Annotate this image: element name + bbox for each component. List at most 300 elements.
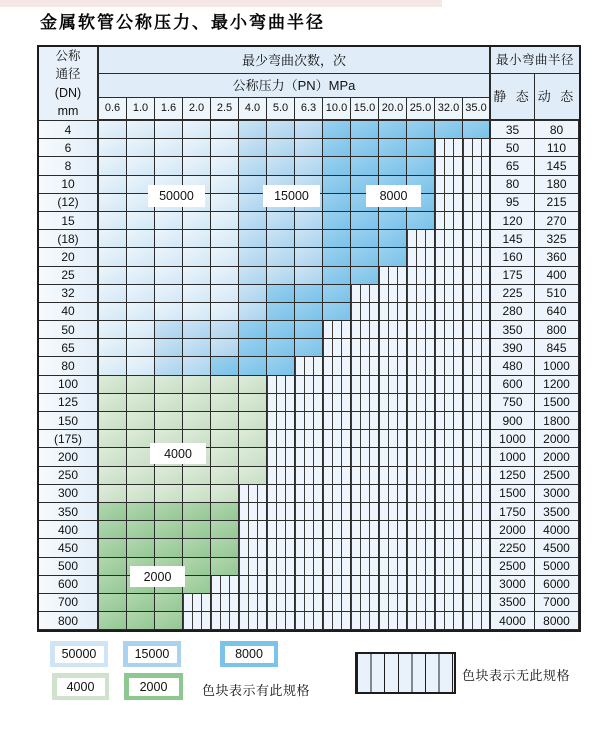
- spec-cell-b2: [267, 139, 295, 157]
- spec-cell-b2: [239, 303, 267, 321]
- spec-cell-b1: [183, 248, 211, 266]
- spec-cell-g1: [239, 394, 267, 412]
- dynamic-radius-cell: 3000: [535, 485, 579, 503]
- no-spec-cell: [463, 412, 491, 430]
- no-spec-cell: [379, 521, 407, 539]
- spec-cell-b1: [183, 303, 211, 321]
- dynamic-radius-cell: 510: [535, 285, 579, 303]
- no-spec-cell: [351, 430, 379, 448]
- spec-cell-g1: [99, 412, 127, 430]
- pressure-tick-cell: 2.0: [183, 98, 211, 121]
- no-spec-cell: [379, 339, 407, 357]
- spec-cell-b2: [239, 267, 267, 285]
- dn-cell: 300: [39, 485, 99, 503]
- pressure-tick-cell: 6.3: [295, 98, 323, 121]
- no-spec-cell: [379, 267, 407, 285]
- spec-cell-g2: [183, 503, 211, 521]
- spec-cell-b3: [351, 157, 379, 175]
- spec-cell-g2: [99, 539, 127, 557]
- dn-header-line: mm: [57, 103, 79, 118]
- spec-cell-b1: [99, 248, 127, 266]
- no-spec-cell: [407, 230, 435, 248]
- no-spec-cell: [267, 376, 295, 394]
- no-spec-cell: [379, 539, 407, 557]
- no-spec-cell: [407, 376, 435, 394]
- spec-cell-g2: [155, 521, 183, 539]
- spec-cell-g1: [99, 394, 127, 412]
- spec-cell-b1: [183, 157, 211, 175]
- spec-cell-b2: [239, 139, 267, 157]
- spec-cell-g2: [183, 558, 211, 576]
- legend-swatch-label: 8000: [225, 646, 274, 663]
- spec-cell-b2: [239, 121, 267, 139]
- spec-cell-b2: [295, 212, 323, 230]
- no-spec-cell: [323, 612, 351, 630]
- spec-cell-g1: [211, 467, 239, 485]
- no-spec-cell: [183, 594, 211, 612]
- spec-cell-b3: [351, 139, 379, 157]
- no-spec-cell: [463, 285, 491, 303]
- no-spec-cell: [379, 394, 407, 412]
- dynamic-radius-cell: 400: [535, 267, 579, 285]
- no-spec-cell: [239, 558, 267, 576]
- legend-swatch-15000: [123, 641, 181, 667]
- spec-cell-g2: [211, 521, 239, 539]
- spec-cell-b1: [99, 303, 127, 321]
- spec-cell-g1: [239, 448, 267, 466]
- spec-cell-b3: [295, 303, 323, 321]
- spec-cell-g2: [127, 521, 155, 539]
- spec-cell-b2: [239, 212, 267, 230]
- no-spec-cell: [295, 539, 323, 557]
- spec-cell-g2: [127, 539, 155, 557]
- spec-cell-g2: [127, 612, 155, 630]
- no-spec-cell: [463, 448, 491, 466]
- no-spec-cell: [267, 448, 295, 466]
- no-spec-cell: [407, 285, 435, 303]
- no-spec-cell: [407, 394, 435, 412]
- static-radius-cell: 35: [491, 121, 535, 139]
- spec-cell-g1: [155, 485, 183, 503]
- no-spec-cell: [435, 558, 463, 576]
- no-spec-cell: [267, 539, 295, 557]
- dn-cell: 250: [39, 467, 99, 485]
- spec-cell-b1: [99, 121, 127, 139]
- dn-cell: 50: [39, 321, 99, 339]
- no-spec-cell: [211, 594, 239, 612]
- no-spec-cell: [183, 612, 211, 630]
- spec-cell-b3: [379, 121, 407, 139]
- pressure-tick-cell: 0.6: [99, 98, 127, 121]
- spec-cell-b3: [379, 139, 407, 157]
- pressure-tick-cell: 25.0: [407, 98, 435, 121]
- spec-cell-b1: [127, 212, 155, 230]
- dynamic-radius-cell: 7000: [535, 594, 579, 612]
- spec-cell-b1: [127, 139, 155, 157]
- static-radius-cell: 750: [491, 394, 535, 412]
- no-spec-cell: [379, 467, 407, 485]
- spec-cell-b2: [183, 321, 211, 339]
- dynamic-radius-cell: 325: [535, 230, 579, 248]
- cycles-header: 最少弯曲次数，次: [99, 47, 491, 74]
- spec-cell-g1: [183, 412, 211, 430]
- spec-cell-b3: [295, 321, 323, 339]
- legend-no-spec-text: 色块表示无此规格: [462, 668, 571, 683]
- spec-cell-b1: [127, 267, 155, 285]
- spec-cell-b1: [183, 212, 211, 230]
- spec-cell-b3: [267, 303, 295, 321]
- spec-cell-b2: [239, 157, 267, 175]
- spec-cell-b1: [211, 121, 239, 139]
- spec-cell-b1: [183, 121, 211, 139]
- spec-cell-g2: [155, 503, 183, 521]
- no-spec-cell: [435, 448, 463, 466]
- static-radius-cell: 1000: [491, 448, 535, 466]
- spec-cell-b2: [295, 139, 323, 157]
- dynamic-radius-cell: 270: [535, 212, 579, 230]
- no-spec-cell: [323, 321, 351, 339]
- no-spec-cell: [351, 467, 379, 485]
- dn-cell: 6: [39, 139, 99, 157]
- legend-swatch-label: 15000: [128, 646, 177, 663]
- dn-cell: 350: [39, 503, 99, 521]
- spec-cell-b3: [379, 157, 407, 175]
- no-spec-cell: [407, 558, 435, 576]
- static-radius-cell: 175: [491, 267, 535, 285]
- dn-cell: 32: [39, 285, 99, 303]
- spec-cell-b2: [267, 121, 295, 139]
- no-spec-cell: [435, 430, 463, 448]
- spec-cell-b1: [99, 339, 127, 357]
- no-spec-cell: [323, 521, 351, 539]
- no-spec-cell: [407, 521, 435, 539]
- spec-cell-b1: [127, 303, 155, 321]
- spec-cell-b3: [407, 212, 435, 230]
- spec-cell-b1: [211, 157, 239, 175]
- spec-cell-g2: [155, 612, 183, 630]
- no-spec-cell: [379, 303, 407, 321]
- no-spec-cell: [407, 339, 435, 357]
- spec-cell-b3: [351, 230, 379, 248]
- no-spec-cell: [267, 558, 295, 576]
- spec-cell-g2: [99, 558, 127, 576]
- spec-cell-b1: [127, 321, 155, 339]
- no-spec-cell: [463, 339, 491, 357]
- static-radius-cell: 280: [491, 303, 535, 321]
- no-spec-cell: [463, 376, 491, 394]
- spec-cell-g2: [99, 612, 127, 630]
- static-radius-cell: 1250: [491, 467, 535, 485]
- spec-cell-b1: [127, 121, 155, 139]
- legend-swatch-4000: [52, 673, 109, 700]
- spec-cell-b1: [211, 176, 239, 194]
- spec-cell-b3: [323, 248, 351, 266]
- spec-cell-g1: [155, 394, 183, 412]
- pressure-tick-cell: 15.0: [351, 98, 379, 121]
- spec-cell-b1: [127, 339, 155, 357]
- spec-cell-b3: [323, 157, 351, 175]
- spec-cell-b2: [267, 230, 295, 248]
- no-spec-cell: [267, 467, 295, 485]
- spec-cell-g2: [99, 594, 127, 612]
- no-spec-cell: [463, 503, 491, 521]
- no-spec-cell: [463, 303, 491, 321]
- spec-cell-g1: [211, 412, 239, 430]
- dn-cell: 25: [39, 267, 99, 285]
- no-spec-cell: [463, 157, 491, 175]
- pressure-tick-cell: 2.5: [211, 98, 239, 121]
- no-spec-cell: [323, 467, 351, 485]
- no-spec-cell: [267, 612, 295, 630]
- dn-cell: 4: [39, 121, 99, 139]
- spec-cell-b3: [323, 176, 351, 194]
- pressure-tick-cell: 5.0: [267, 98, 295, 121]
- no-spec-cell: [407, 576, 435, 594]
- no-spec-cell: [435, 576, 463, 594]
- no-spec-cell: [351, 521, 379, 539]
- no-spec-cell: [239, 612, 267, 630]
- dynamic-radius-cell: 145: [535, 157, 579, 175]
- no-spec-cell: [435, 285, 463, 303]
- spec-cell-g1: [211, 376, 239, 394]
- no-spec-cell: [407, 485, 435, 503]
- spec-cell-g1: [239, 467, 267, 485]
- spec-cell-g1: [99, 467, 127, 485]
- pressure-tick-cell: 20.0: [379, 98, 407, 121]
- spec-cell-b2: [239, 285, 267, 303]
- no-spec-cell: [435, 176, 463, 194]
- dn-cell: (175): [39, 430, 99, 448]
- no-spec-cell: [379, 558, 407, 576]
- dynamic-radius-cell: 180: [535, 176, 579, 194]
- no-spec-cell: [407, 412, 435, 430]
- spec-cell-b3: [295, 339, 323, 357]
- spec-table: [37, 45, 581, 632]
- no-spec-cell: [239, 594, 267, 612]
- dn-cell: 200: [39, 448, 99, 466]
- spec-cell-b2: [267, 267, 295, 285]
- zone-label-2000: 2000: [130, 566, 185, 587]
- dn-cell: 100: [39, 376, 99, 394]
- legend-swatch-label: 2000: [129, 678, 179, 696]
- no-spec-cell: [435, 503, 463, 521]
- spec-cell-g1: [127, 467, 155, 485]
- spec-cell-g1: [155, 376, 183, 394]
- no-spec-cell: [435, 594, 463, 612]
- spec-cell-b1: [99, 321, 127, 339]
- no-spec-cell: [295, 485, 323, 503]
- static-radius-cell: 900: [491, 412, 535, 430]
- spec-cell-g1: [127, 376, 155, 394]
- dynamic-radius-cell: 5000: [535, 558, 579, 576]
- dynamic-radius-cell: 3500: [535, 503, 579, 521]
- spec-cell-g1: [239, 376, 267, 394]
- spec-cell-g2: [211, 539, 239, 557]
- spec-cell-b3: [295, 285, 323, 303]
- no-spec-cell: [435, 139, 463, 157]
- no-spec-cell: [463, 267, 491, 285]
- spec-cell-b2: [295, 248, 323, 266]
- legend-swatch-8000: [220, 641, 278, 667]
- no-spec-cell: [407, 321, 435, 339]
- spec-cell-g1: [99, 448, 127, 466]
- spec-cell-g1: [211, 485, 239, 503]
- no-spec-cell: [323, 539, 351, 557]
- static-radius-cell: 3000: [491, 576, 535, 594]
- spec-cell-b1: [183, 267, 211, 285]
- dn-cell: 125: [39, 394, 99, 412]
- no-spec-cell: [435, 521, 463, 539]
- no-spec-cell: [351, 321, 379, 339]
- static-radius-cell: 80: [491, 176, 535, 194]
- spec-cell-b1: [183, 230, 211, 248]
- no-spec-cell: [379, 503, 407, 521]
- spec-cell-b2: [155, 321, 183, 339]
- no-spec-cell: [295, 576, 323, 594]
- spec-cell-g2: [99, 503, 127, 521]
- no-spec-cell: [267, 430, 295, 448]
- no-spec-cell: [379, 612, 407, 630]
- no-spec-cell: [351, 539, 379, 557]
- no-spec-cell: [351, 448, 379, 466]
- spec-cell-b3: [463, 121, 491, 139]
- spec-cell-g1: [155, 412, 183, 430]
- pressure-tick-cell: 1.6: [155, 98, 183, 121]
- no-spec-cell: [295, 558, 323, 576]
- no-spec-cell: [351, 339, 379, 357]
- static-radius-cell: 95: [491, 194, 535, 212]
- static-radius-cell: 3500: [491, 594, 535, 612]
- no-spec-cell: [295, 467, 323, 485]
- no-spec-cell: [295, 612, 323, 630]
- no-spec-cell: [379, 485, 407, 503]
- no-spec-cell: [463, 230, 491, 248]
- spec-cell-g2: [211, 558, 239, 576]
- no-spec-cell: [463, 430, 491, 448]
- spec-cell-b1: [155, 212, 183, 230]
- dn-header-line: (DN): [54, 85, 82, 100]
- dn-cell: 40: [39, 303, 99, 321]
- no-spec-cell: [435, 212, 463, 230]
- spec-cell-b1: [99, 176, 127, 194]
- dn-cell: 15: [39, 212, 99, 230]
- spec-cell-b1: [127, 157, 155, 175]
- zone-label-50000: 50000: [148, 185, 205, 207]
- no-spec-cell: [379, 430, 407, 448]
- spec-cell-b2: [239, 230, 267, 248]
- dynamic-radius-cell: 110: [535, 139, 579, 157]
- spec-cell-b2: [211, 339, 239, 357]
- spec-cell-b3: [267, 285, 295, 303]
- dynamic-radius-cell: 1000: [535, 357, 579, 375]
- no-spec-cell: [351, 357, 379, 375]
- no-spec-cell: [351, 503, 379, 521]
- dynamic-radius-cell: 845: [535, 339, 579, 357]
- spec-cell-b3: [239, 339, 267, 357]
- page-edge-strip: [0, 0, 442, 7]
- static-radius-cell: 2000: [491, 521, 535, 539]
- no-spec-cell: [407, 467, 435, 485]
- spec-cell-g1: [183, 485, 211, 503]
- no-spec-cell: [407, 357, 435, 375]
- spec-cell-g2: [183, 539, 211, 557]
- static-radius-cell: 225: [491, 285, 535, 303]
- spec-cell-g2: [183, 521, 211, 539]
- radius-header: 最小弯曲半径: [491, 47, 579, 74]
- spec-cell-b1: [155, 303, 183, 321]
- dynamic-radius-cell: 8000: [535, 612, 579, 630]
- dynamic-radius-cell: 640: [535, 303, 579, 321]
- no-spec-cell: [435, 394, 463, 412]
- static-radius-cell: 160: [491, 248, 535, 266]
- static-radius-cell: 600: [491, 376, 535, 394]
- static-radius-cell: 390: [491, 339, 535, 357]
- dn-cell: 700: [39, 594, 99, 612]
- pressure-tick-cell: 4.0: [239, 98, 267, 121]
- static-radius-cell: 65: [491, 157, 535, 175]
- no-spec-cell: [267, 521, 295, 539]
- spec-cell-b3: [435, 121, 463, 139]
- spec-cell-b2: [267, 212, 295, 230]
- dn-cell: 150: [39, 412, 99, 430]
- no-spec-cell: [435, 412, 463, 430]
- no-spec-cell: [463, 521, 491, 539]
- spec-cell-b1: [211, 303, 239, 321]
- no-spec-cell: [407, 303, 435, 321]
- no-spec-cell: [379, 448, 407, 466]
- spec-cell-b1: [211, 139, 239, 157]
- spec-cell-g1: [211, 448, 239, 466]
- spec-cell-g2: [127, 594, 155, 612]
- no-spec-cell: [323, 339, 351, 357]
- spec-cell-g2: [127, 503, 155, 521]
- dynamic-radius-cell: 1800: [535, 412, 579, 430]
- no-spec-cell: [435, 157, 463, 175]
- no-spec-cell: [463, 176, 491, 194]
- no-spec-cell: [407, 430, 435, 448]
- pressure-tick-cell: 10.0: [323, 98, 351, 121]
- spec-cell-b3: [407, 139, 435, 157]
- static-radius-cell: 1500: [491, 485, 535, 503]
- spec-cell-g1: [155, 467, 183, 485]
- no-spec-cell: [463, 576, 491, 594]
- spec-cell-b3: [351, 248, 379, 266]
- no-spec-cell: [323, 376, 351, 394]
- dynamic-radius-cell: 800: [535, 321, 579, 339]
- dynamic-radius-cell: 4000: [535, 521, 579, 539]
- no-spec-cell: [239, 485, 267, 503]
- no-spec-cell: [379, 576, 407, 594]
- no-spec-cell: [295, 430, 323, 448]
- spec-cell-g2: [155, 594, 183, 612]
- legend-swatch-2000: [124, 673, 183, 700]
- spec-cell-b1: [99, 139, 127, 157]
- no-spec-cell: [407, 248, 435, 266]
- static-radius-cell: 2500: [491, 558, 535, 576]
- dynamic-radius-cell: 1500: [535, 394, 579, 412]
- legend-swatch-50000: [50, 641, 108, 667]
- no-spec-cell: [295, 521, 323, 539]
- no-spec-cell: [323, 412, 351, 430]
- spec-cell-b3: [323, 285, 351, 303]
- spec-cell-g2: [99, 521, 127, 539]
- spec-cell-b2: [295, 267, 323, 285]
- spec-cell-b1: [127, 285, 155, 303]
- no-spec-cell: [463, 139, 491, 157]
- no-spec-cell: [463, 539, 491, 557]
- static-radius-cell: 2250: [491, 539, 535, 557]
- no-spec-cell: [463, 321, 491, 339]
